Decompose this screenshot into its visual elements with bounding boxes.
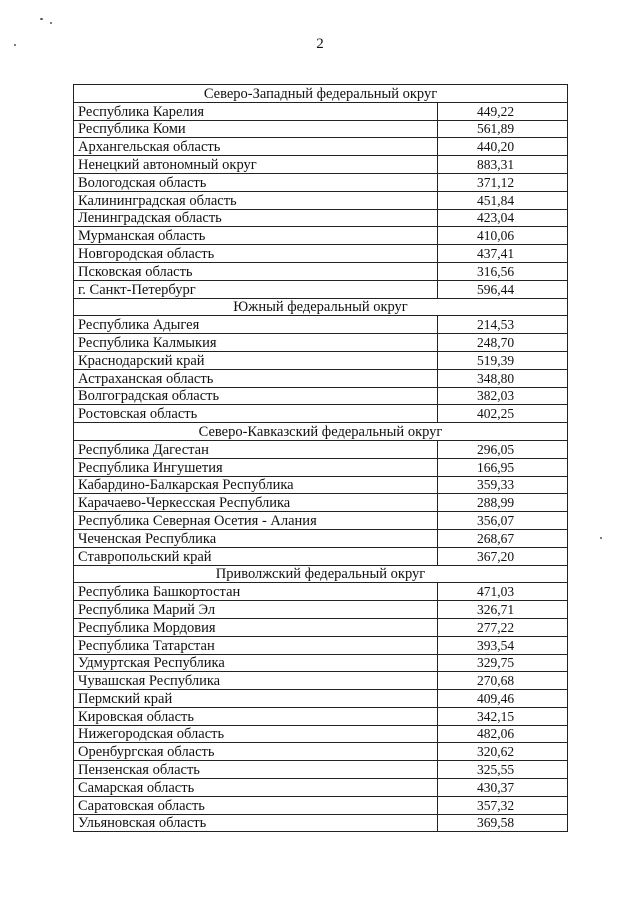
table-row <box>74 707 568 725</box>
table-row <box>74 440 568 458</box>
district-header-row <box>74 565 568 583</box>
table-row <box>74 743 568 761</box>
table-row <box>74 690 568 708</box>
region-name: Республика Мордовия <box>74 618 438 636</box>
scan-speck <box>600 537 602 539</box>
table-row <box>74 138 568 156</box>
table-row <box>74 156 568 174</box>
region-name: Самарская область <box>74 779 438 797</box>
table-row <box>74 369 568 387</box>
table-row <box>74 529 568 547</box>
table-row <box>74 618 568 636</box>
region-name: Республика Ингушетия <box>74 458 438 476</box>
region-name: Республика Коми <box>74 120 438 138</box>
region-name: Оренбургская область <box>74 743 438 761</box>
region-value: 883,31 <box>438 156 568 174</box>
region-value: 359,33 <box>438 476 568 494</box>
table-row <box>74 654 568 672</box>
region-name: Республика Башкортостан <box>74 583 438 601</box>
region-name: Республика Марий Эл <box>74 601 438 619</box>
table-row <box>74 120 568 138</box>
table-row <box>74 227 568 245</box>
region-value: 288,99 <box>438 494 568 512</box>
district-header-row <box>74 85 568 103</box>
region-name: Кировская область <box>74 707 438 725</box>
region-value: 410,06 <box>438 227 568 245</box>
region-value: 214,53 <box>438 316 568 334</box>
region-value: 393,54 <box>438 636 568 654</box>
table-row <box>74 779 568 797</box>
district-header-row <box>74 423 568 441</box>
region-value: 471,03 <box>438 583 568 601</box>
region-name: Карачаево-Черкесская Республика <box>74 494 438 512</box>
region-name: Республика Дагестан <box>74 440 438 458</box>
region-name: Саратовская область <box>74 796 438 814</box>
region-value: 329,75 <box>438 654 568 672</box>
region-value: 423,04 <box>438 209 568 227</box>
region-name: Республика Адыгея <box>74 316 438 334</box>
region-value: 326,71 <box>438 601 568 619</box>
regions-table-body <box>74 85 568 832</box>
region-name: Астраханская область <box>74 369 438 387</box>
table-row <box>74 814 568 832</box>
region-name: Новгородская область <box>74 245 438 263</box>
region-value: 449,22 <box>438 102 568 120</box>
table-row <box>74 280 568 298</box>
region-name: Удмуртская Республика <box>74 654 438 672</box>
region-value: 402,25 <box>438 405 568 423</box>
region-value: 277,22 <box>438 618 568 636</box>
region-value: 367,20 <box>438 547 568 565</box>
region-name: Ростовская область <box>74 405 438 423</box>
table-row <box>74 191 568 209</box>
scan-speck <box>50 22 52 24</box>
region-name: Волгоградская область <box>74 387 438 405</box>
region-name: Республика Северная Осетия - Алания <box>74 512 438 530</box>
district-header-row <box>74 298 568 316</box>
region-name: г. Санкт-Петербург <box>74 280 438 298</box>
table-row <box>74 725 568 743</box>
region-value: 342,15 <box>438 707 568 725</box>
district-title: Северо-Западный федеральный округ <box>74 85 568 103</box>
region-value: 437,41 <box>438 245 568 263</box>
region-value: 440,20 <box>438 138 568 156</box>
region-name: Чувашская Республика <box>74 672 438 690</box>
region-name: Ненецкий автономный округ <box>74 156 438 174</box>
region-name: Пермский край <box>74 690 438 708</box>
region-value: 316,56 <box>438 262 568 280</box>
table-row <box>74 672 568 690</box>
region-value: 409,46 <box>438 690 568 708</box>
table-row <box>74 796 568 814</box>
region-name: Псковская область <box>74 262 438 280</box>
district-title: Северо-Кавказский федеральный округ <box>74 423 568 441</box>
region-value: 482,06 <box>438 725 568 743</box>
table-row <box>74 245 568 263</box>
region-value: 320,62 <box>438 743 568 761</box>
table-row <box>74 387 568 405</box>
table-row <box>74 316 568 334</box>
region-value: 519,39 <box>438 351 568 369</box>
region-value: 296,05 <box>438 440 568 458</box>
region-name: Ульяновская область <box>74 814 438 832</box>
region-value: 166,95 <box>438 458 568 476</box>
table-row <box>74 405 568 423</box>
table-row <box>74 458 568 476</box>
region-value: 268,67 <box>438 529 568 547</box>
region-name: Ленинградская область <box>74 209 438 227</box>
district-title: Южный федеральный округ <box>74 298 568 316</box>
table-row <box>74 209 568 227</box>
table-row <box>74 761 568 779</box>
region-value: 357,32 <box>438 796 568 814</box>
table-row <box>74 547 568 565</box>
region-name: Нижегородская область <box>74 725 438 743</box>
table-row <box>74 636 568 654</box>
table-row <box>74 476 568 494</box>
region-name: Республика Татарстан <box>74 636 438 654</box>
scan-speck <box>40 18 43 20</box>
region-name: Кабардино-Балкарская Республика <box>74 476 438 494</box>
district-title: Приволжский федеральный округ <box>74 565 568 583</box>
table-row <box>74 512 568 530</box>
table-row <box>74 102 568 120</box>
region-value: 451,84 <box>438 191 568 209</box>
region-value: 270,68 <box>438 672 568 690</box>
region-name: Краснодарский край <box>74 351 438 369</box>
table-row <box>74 494 568 512</box>
table-row <box>74 601 568 619</box>
region-name: Вологодская область <box>74 173 438 191</box>
region-name: Чеченская Республика <box>74 529 438 547</box>
region-value: 371,12 <box>438 173 568 191</box>
region-name: Мурманская область <box>74 227 438 245</box>
region-value: 561,89 <box>438 120 568 138</box>
region-name: Республика Калмыкия <box>74 334 438 352</box>
table-row <box>74 583 568 601</box>
region-name: Ставропольский край <box>74 547 438 565</box>
table-row <box>74 262 568 280</box>
region-value: 596,44 <box>438 280 568 298</box>
region-name: Республика Карелия <box>74 102 438 120</box>
region-value: 356,07 <box>438 512 568 530</box>
table-row <box>74 173 568 191</box>
region-value: 369,58 <box>438 814 568 832</box>
region-name: Калининградская область <box>74 191 438 209</box>
region-value: 325,55 <box>438 761 568 779</box>
region-name: Пензенская область <box>74 761 438 779</box>
region-value: 348,80 <box>438 369 568 387</box>
table-row <box>74 334 568 352</box>
table-row <box>74 351 568 369</box>
page-number: 2 <box>316 36 324 52</box>
region-name: Архангельская область <box>74 138 438 156</box>
regions-table <box>73 84 568 832</box>
region-value: 430,37 <box>438 779 568 797</box>
region-value: 382,03 <box>438 387 568 405</box>
region-value: 248,70 <box>438 334 568 352</box>
